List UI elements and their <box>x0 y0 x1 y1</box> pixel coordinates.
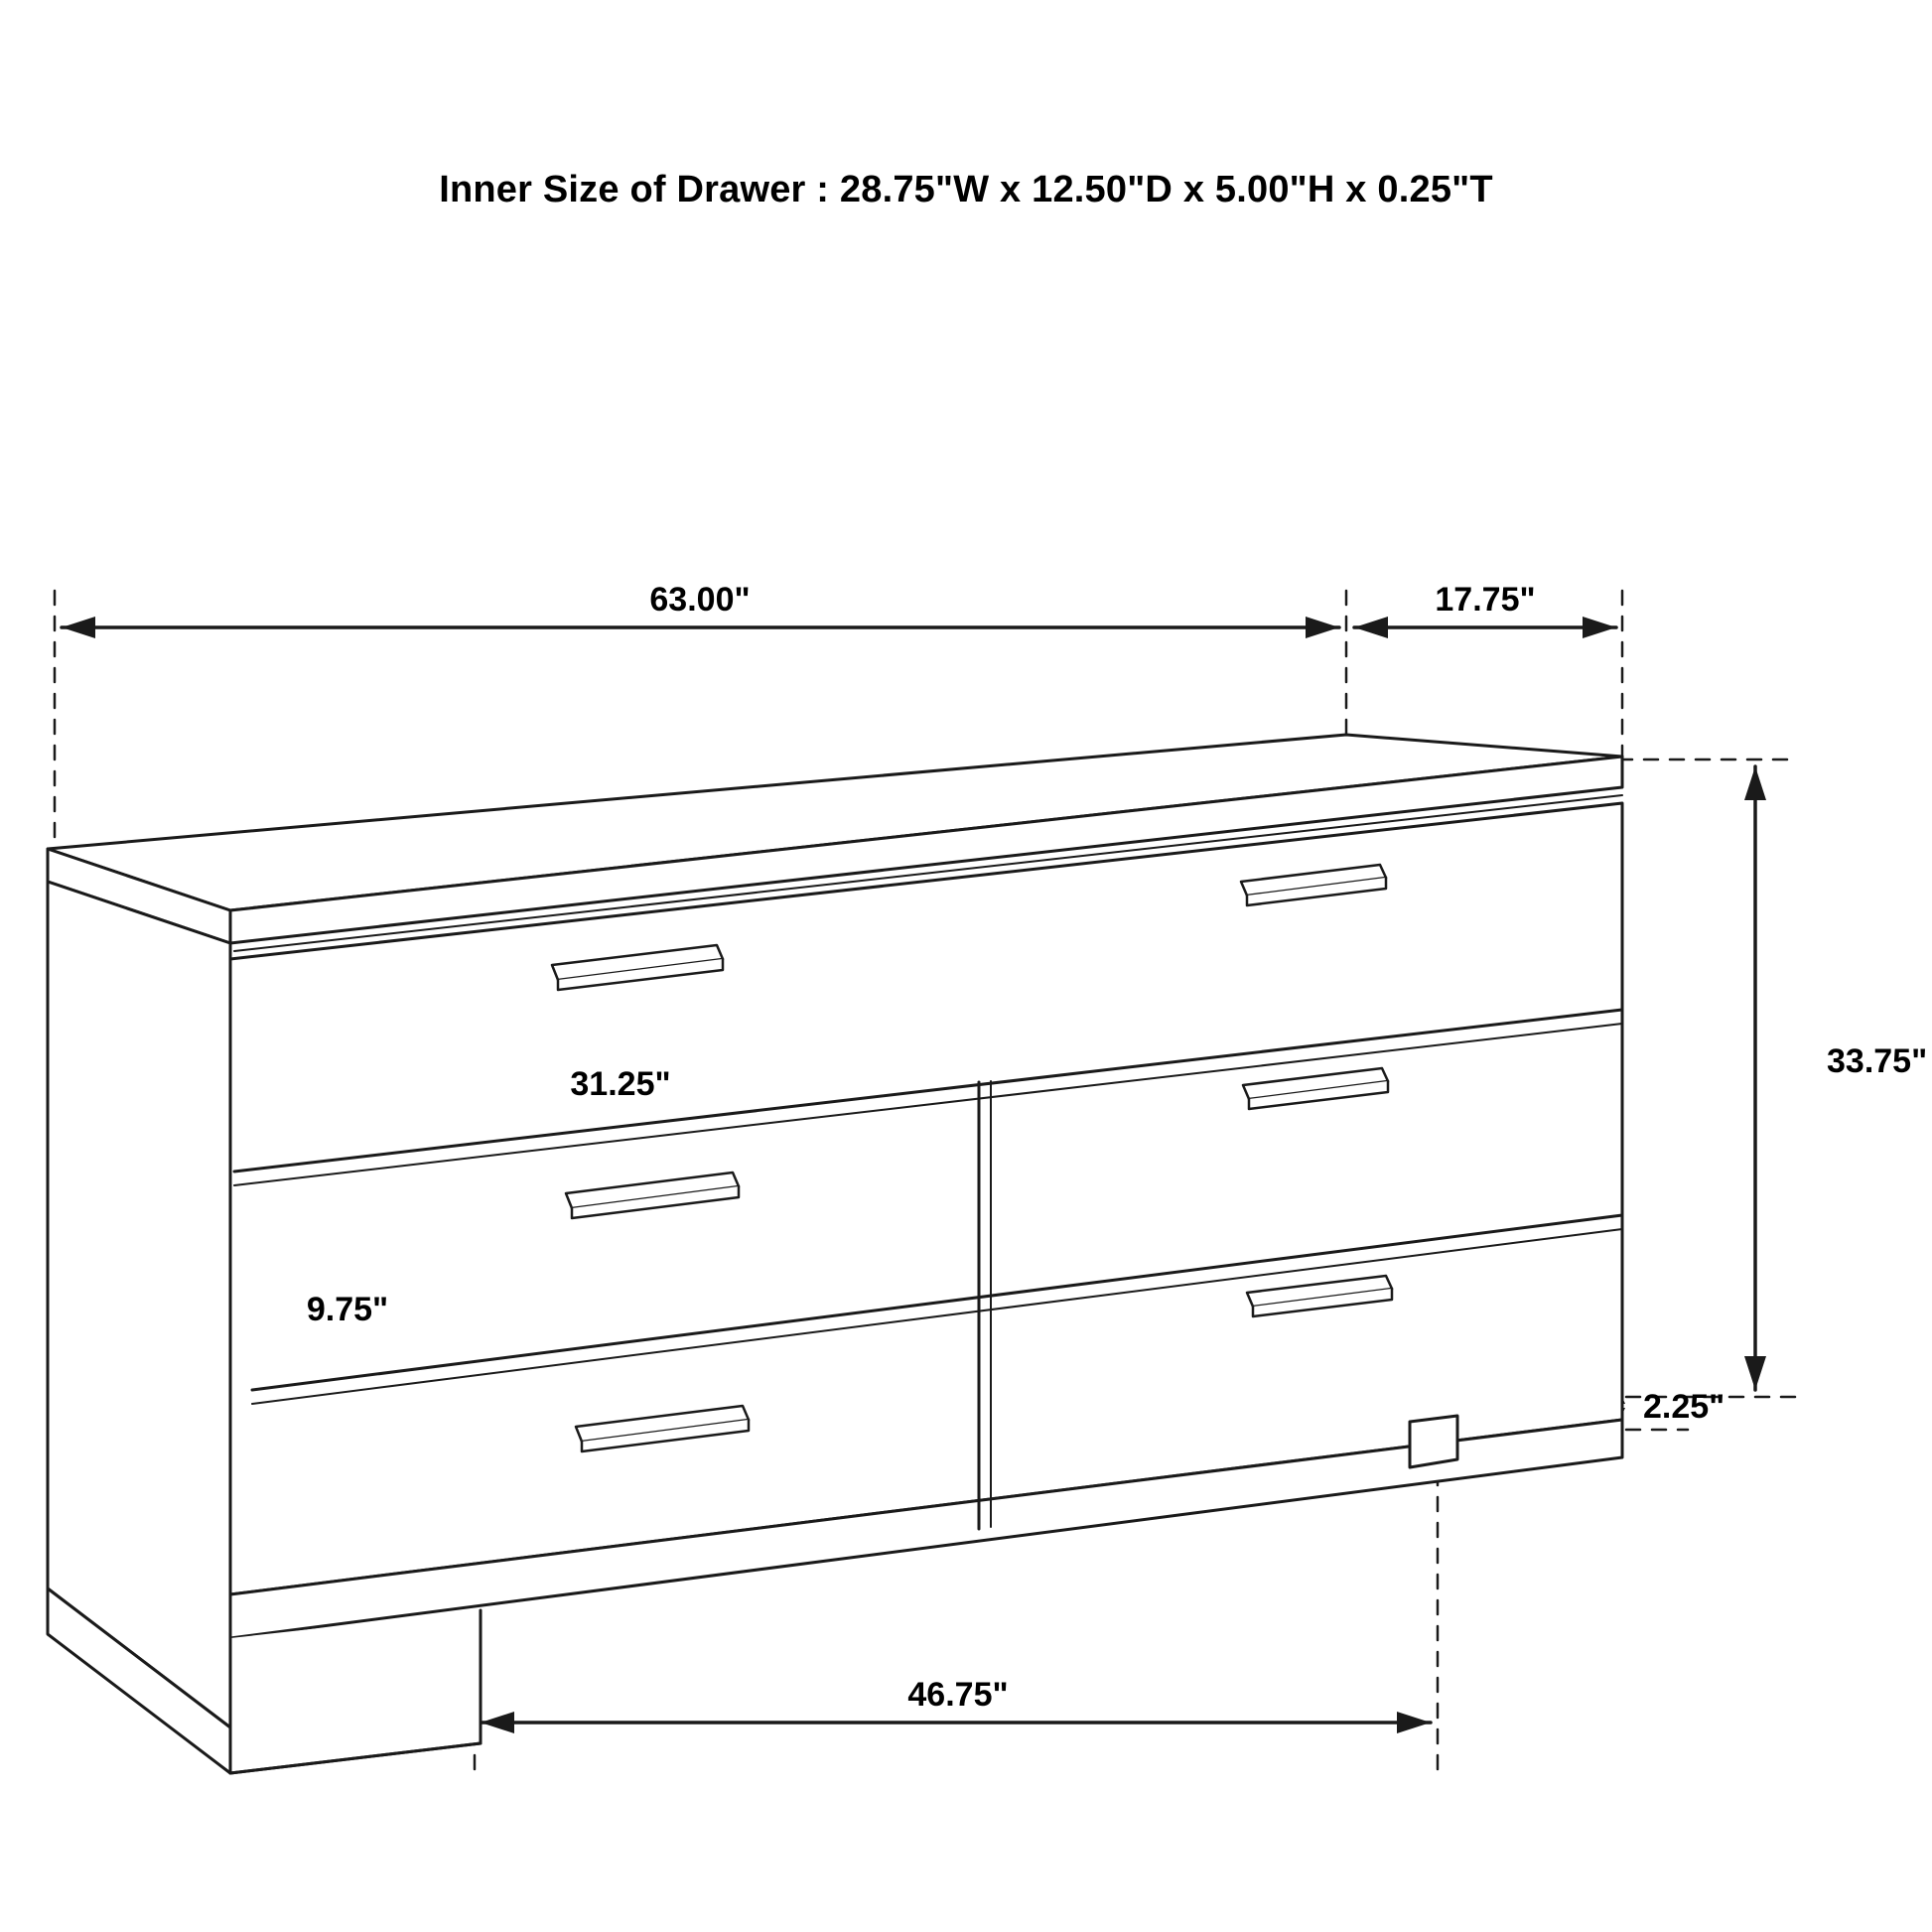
dimension-label-drawer-width: 31.25" <box>570 1065 671 1103</box>
dimension-label-foot-span: 46.75" <box>907 1676 1009 1714</box>
dimension-label-depth: 17.75" <box>1435 581 1536 619</box>
page-title: Inner Size of Drawer : 28.75"W x 12.50"D x 5.00"H x 0.25"T <box>439 169 1493 210</box>
right-foot <box>1410 1416 1457 1467</box>
dimension-label-width: 63.00" <box>649 581 751 619</box>
dimension-label-drawer-height: 9.75" <box>306 1291 389 1328</box>
dimension-label-height: 33.75" <box>1827 1042 1928 1080</box>
dimension-label-base-height: 2.25" <box>1643 1388 1725 1426</box>
dresser-outline <box>48 735 1622 1773</box>
